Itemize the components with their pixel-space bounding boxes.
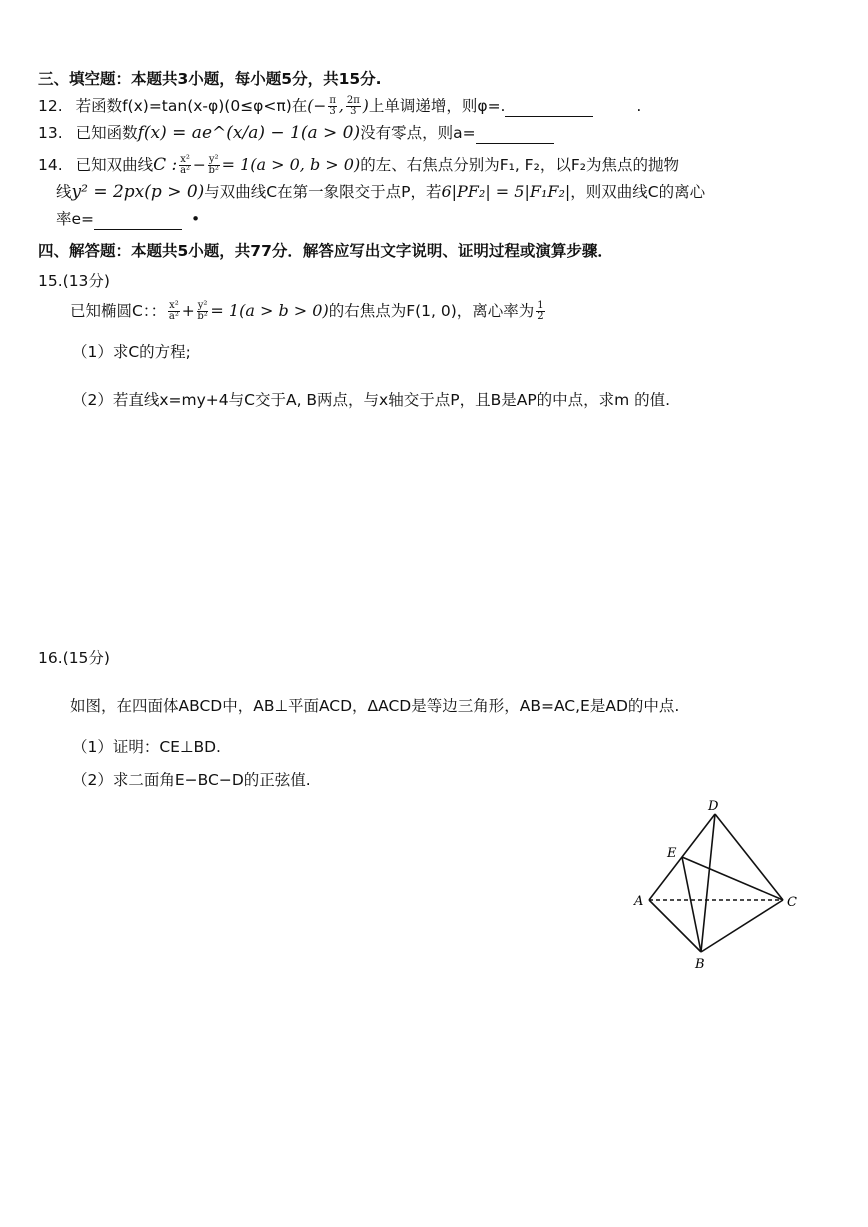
q14-condition: 6|PF₂| = 5|F₁F₂| [441, 182, 571, 201]
segment-ec [682, 857, 783, 900]
q15-stem [70, 300, 547, 322]
q15-stem-b: 的右焦点为F(1, 0)，离心率为 [328, 302, 535, 320]
q15-part-1: （1）求C的方程; [72, 343, 191, 361]
question-12 [38, 95, 641, 117]
q15-frac-2: $\frac{\text{y²}}{\text{b²}}$ [197, 300, 208, 322]
q14-line2-a: 线 [56, 183, 72, 201]
segment-eb [682, 857, 701, 952]
q14-text-a: 已知双曲线 [75, 156, 154, 174]
q12-comma: , [338, 97, 344, 115]
q14-text-b: 的左、右焦点分别为F₁, F₂，以F₂为焦点的抛物 [360, 156, 679, 174]
q15-eccentricity: $\frac{1}{2}$ [537, 300, 544, 322]
question-14-line-3 [56, 208, 200, 230]
q14-equation: = 1(a > 0, b > 0) [221, 155, 361, 174]
q15-plus: + [181, 302, 195, 320]
q16-part-2: （2）求二面角E−BC−D的正弦值. [72, 771, 311, 789]
q12-frac-2: $\frac{2\pi}{3}$ [346, 95, 360, 117]
q12-number: 12. [38, 97, 63, 115]
q16-title: 16.(15分) [38, 649, 110, 667]
tetrahedron-figure [625, 792, 815, 977]
q16-part-1: （1）证明：CE⊥BD. [72, 738, 221, 756]
label-d: D [708, 799, 719, 814]
q12-interval-left: (− [307, 97, 327, 115]
q14-dot: • [190, 210, 201, 228]
label-c: C [787, 895, 797, 910]
q13-formula: f(x) = ae^(x/a) − 1(a > 0) [137, 123, 361, 143]
q14-frac-1: $\frac{\text{x²}}{\text{a²}}$ [180, 154, 191, 176]
q14-minus: − [192, 156, 206, 174]
question-13 [38, 122, 554, 144]
q14-answer-blank [94, 213, 182, 230]
q12-frac-1: $\frac{\pi}{3}$ [329, 95, 336, 117]
q14-number: 14. [38, 156, 63, 174]
edge-ab [649, 900, 701, 952]
section-4-heading: 四、解答题：本题共5小题，共77分．解答应写出文字说明、证明过程或演算步骤． [38, 242, 613, 260]
q14-frac-2: $\frac{\text{y²}}{\text{b²}}$ [208, 154, 219, 176]
question-14-line-1 [38, 154, 679, 176]
question-14-line-2 [56, 181, 705, 203]
label-b: B [695, 957, 705, 972]
q14-curve: C : [153, 155, 178, 175]
q13-text-a: 已知函数 [75, 124, 138, 142]
q15-frac-1: $\frac{\text{x²}}{\text{a²}}$ [168, 300, 179, 322]
q15-equation: = 1(a > b > 0) [210, 301, 329, 320]
label-e: E [667, 846, 677, 861]
q14-line2-c: ，则双曲线C的离心 [570, 183, 706, 201]
q14-line2-b: 与双曲线C在第一象限交于点P，若 [204, 183, 442, 201]
q14-parabola: y² = 2px(p > 0) [71, 182, 205, 202]
edge-bc [701, 900, 783, 952]
edge-bd [701, 814, 715, 952]
q12-tail: . [636, 97, 642, 115]
section-3-heading: 三、填空题：本题共3小题，每小题5分，共15分. [38, 70, 382, 88]
q12-text-a: 若函数f(x)=tan(x-φ)(0≤φ<π)在 [75, 97, 308, 115]
edge-dc [715, 814, 783, 900]
q14-line3: 率e= [56, 210, 95, 228]
q15-title: 15.(13分) [38, 272, 110, 290]
q13-text-b: 没有零点，则a= [360, 124, 476, 142]
q12-answer-blank [505, 100, 593, 117]
q15-stem-a: 已知椭圆C：： [70, 302, 167, 320]
q12-text-b: 上单调递增，则φ=. [368, 97, 506, 115]
q13-number: 13. [38, 124, 63, 142]
q12-interval-right: ) [362, 97, 369, 115]
q15-part-2: （2）若直线x=my+4与C交于A, B两点，与x轴交于点P，且B是AP的中点，求m 的值. [72, 391, 671, 409]
q16-stem: 如图，在四面体ABCD中，AB⊥平面ACD，ΔACD是等边三角形，AB=AC,E是AD的中点. [70, 697, 680, 715]
label-a: A [634, 894, 644, 909]
q13-answer-blank [476, 127, 554, 144]
